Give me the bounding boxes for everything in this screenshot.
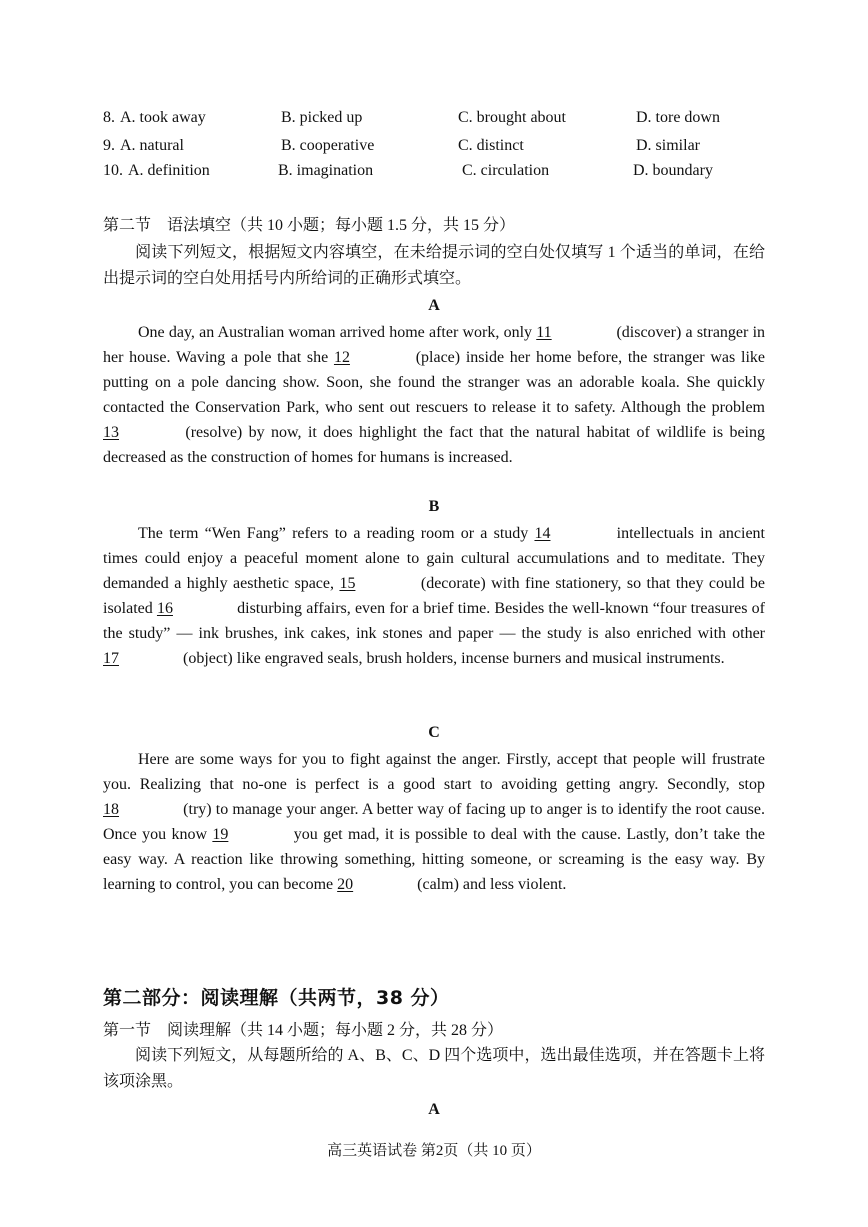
- option-9-b: B. cooperative: [281, 137, 375, 154]
- passage-b-label: B: [428, 498, 440, 515]
- option-10-a: A. definition: [128, 162, 210, 179]
- option-9-num: 9.: [103, 137, 115, 154]
- option-8-c: C. brought about: [458, 109, 566, 126]
- option-10-b: B. imagination: [278, 162, 374, 179]
- part2-passage-a-label: A: [428, 1101, 440, 1118]
- part2-title: 第二部分：阅读理解（共两节，38 分）: [103, 987, 450, 1009]
- blank-14[interactable]: 14: [534, 525, 551, 542]
- passage-c-label: C: [428, 724, 440, 741]
- blank-19[interactable]: 19: [212, 826, 229, 843]
- blank-15[interactable]: 15: [339, 575, 356, 592]
- blank-12[interactable]: 12: [333, 349, 350, 366]
- option-10-c: C. circulation: [462, 162, 550, 179]
- option-9-a: A. natural: [120, 137, 184, 154]
- section2-instruction: 阅读下列短文，根据短文内容填空，在未给提示词的空白处仅填写 1 个适当的单词，在给出提示词的空白处用括号内所给词的正确形式填空。: [103, 244, 765, 287]
- blank-20[interactable]: 20: [337, 876, 354, 893]
- option-9-c: C. distinct: [458, 137, 524, 154]
- passage-a-text: One day, an Australian woman arrived home after work, only 11 (discover) a stranger in her house. Waving a pole that she 12 (place) inside her home before, the stranger was like putting on a pole dancing show. Soon, she found the stranger was an adorable koala. She quickly contacted the Conservation Park, who sent out rescuers to release it to safety. Although the problem 13 (resolve) by now, it does highlight the fact that the natural habitat of wildlife is being decreased as the construction of homes for humans is increased.: [103, 320, 765, 470]
- blank-16[interactable]: 16: [156, 600, 173, 617]
- passage-b-text: The term “Wen Fang” refers to a reading room or a study 14 intellectuals in ancient times could enjoy a peaceful moment alone to gain cultural accumulations and to meditate. They demanded a highly aesthetic space, 15 (decorate) with fine stationery, so that they could be isolated 16 disturbing affairs, even for a brief time. Besides the well-known “four treasures of the study” — ink brushes, ink cakes, ink stones and paper — the study is also enriched with other 17 (object) like engraved seals, brush holders, incense burners and musical instruments.: [103, 521, 765, 671]
- option-9-d: D. similar: [636, 137, 700, 154]
- option-10-d: D. boundary: [633, 162, 713, 179]
- blank-17[interactable]: 17: [103, 650, 119, 667]
- page-footer: 高三英语试卷 第2页（共 10 页）: [327, 1143, 541, 1159]
- section2-title: 第二节 语法填空（共 10 小题；每小题 1.5 分，共 15 分）: [103, 217, 516, 234]
- part2-instruction: 阅读下列短文，从每题所给的 A、B、C、D 四个选项中，选出最佳选项，并在答题卡上将该项涂黑。: [103, 1047, 765, 1090]
- option-8-d: D. tore down: [636, 109, 720, 126]
- option-8-b: B. picked up: [281, 109, 363, 126]
- passage-c-text: Here are some ways for you to fight against the anger. Firstly, accept that people will frustrate you. Realizing that no-one is perfect is a good start to avoiding getting angry. Secondly, stop 18 (try) to manage your anger. A better way of facing up to anger is to identify the root cause. Once you know 19 you get mad, it is possible to deal with the cause. Lastly, don’t take the easy way. A reaction like throwing something, hitting someone, or screaming is the easy way. By learning to control, you can become 20 (calm) and less violent.: [103, 747, 765, 897]
- option-8-a-text: A. took away: [120, 109, 206, 126]
- option-10-num: 10.: [103, 162, 123, 179]
- blank-11[interactable]: 11: [536, 324, 552, 341]
- option-8-a: 8.: [103, 109, 115, 126]
- blank-13[interactable]: 13: [103, 424, 119, 441]
- blank-18[interactable]: 18: [103, 801, 119, 818]
- part2-section1-title: 第一节 阅读理解（共 14 小题；每小题 2 分，共 28 分）: [103, 1022, 504, 1039]
- passage-a-label: A: [428, 297, 440, 314]
